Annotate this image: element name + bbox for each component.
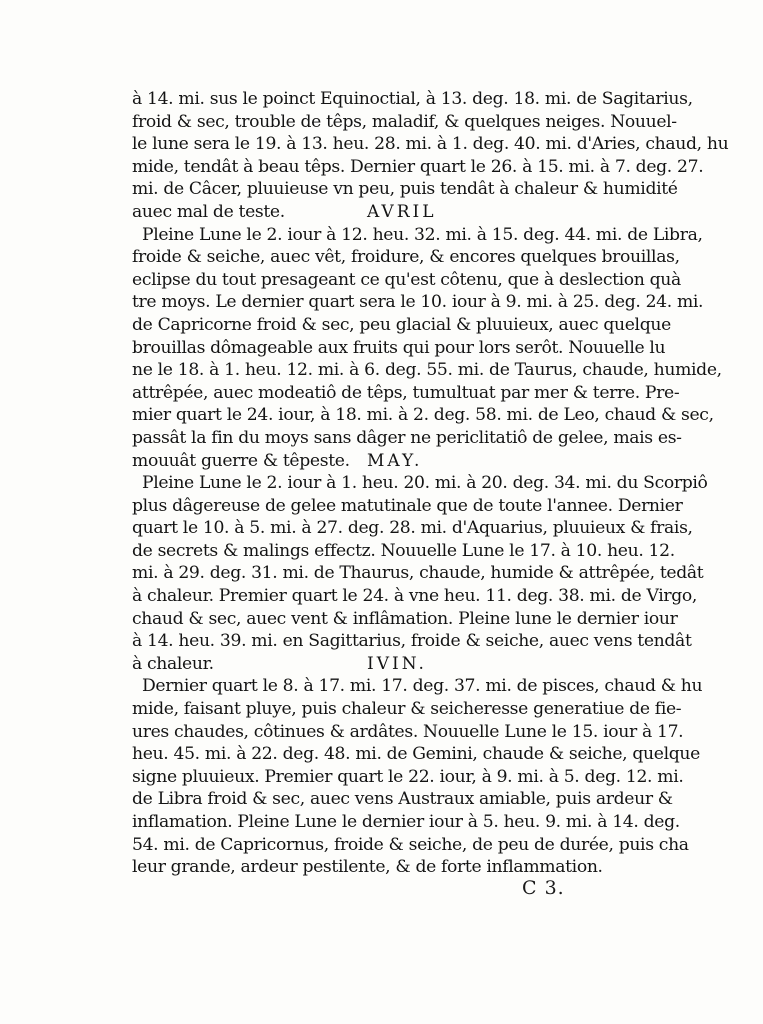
month-heading-iuin: IVIN.: [367, 653, 427, 674]
text-line: à 14. heu. 39. mi. en Sagittarius, froide & seiche, auec vens tendât: [132, 631, 692, 652]
text-line: inflamation. Pleine Lune le dernier iour à 5. heu. 9. mi. à 14. deg.: [132, 812, 680, 832]
text-line: chaud & sec, auec vent & inflâmation. Pleine lune le dernier iour: [132, 608, 678, 629]
month-heading-avril: AVRIL: [367, 201, 437, 222]
text-line: [132, 450, 652, 473]
text-line: de secrets & malings effectz. Nouuelle Lune le 17. à 10. heu. 12.: [132, 540, 675, 561]
text-line: tre moys. Le dernier quart sera le 10. iour à 9. mi. à 25. deg. 24. mi.: [132, 292, 704, 313]
text-line: plus dâgereuse de gelee matutinale que de toute l'annee. Dernier: [132, 495, 683, 516]
text-line: ures chaudes, côtinues & ardâtes. Nouuelle Lune le 15. iour à 17.: [132, 721, 684, 742]
text-line-content: auec mal de teste.: [132, 201, 285, 222]
text-line: Pleine Lune le 2. iour à 12. heu. 32. mi. à 15. deg. 44. mi. de Libra,: [142, 224, 703, 245]
text-line: heu. 45. mi. à 22. deg. 48. mi. de Gemini, chaude & seiche, quelque: [132, 744, 700, 765]
text-line: quart le 10. à 5. mi. à 27. deg. 28. mi. d'Aquarius, pluuieux & frais,: [132, 518, 693, 539]
text-line: attrêpée, auec modeatiô de têps, tumultuat par mer & terre. Pre-: [132, 382, 680, 403]
text-line-content: mouuât guerre & têpeste.: [132, 450, 350, 471]
text-line: à chaleur. Premier quart le 24. à vne heu. 11. deg. 38. mi. de Virgo,: [132, 586, 697, 607]
text-line: mier quart le 24. iour, à 18. mi. à 2. deg. 58. mi. de Leo, chaud & sec,: [132, 405, 714, 426]
text-line: à 14. mi. sus le poinct Equinoctial, à 13. deg. 18. mi. de Sagitarius,: [132, 89, 693, 109]
text-line: 54. mi. de Capricornus, froide & seiche, de peu de durée, puis cha: [132, 834, 689, 855]
almanac-text: [132, 88, 729, 879]
text-line: mi. de Câcer, pluuieuse vn peu, puis tendât à chaleur & humidité: [132, 179, 678, 200]
text-line: brouillas dômageable aux fruits qui pour lors serôt. Nouuelle lu: [132, 337, 666, 358]
text-line: Pleine Lune le 2. iour à 1. heu. 20. mi. à 20. deg. 34. mi. du Scorpiô: [142, 473, 708, 494]
text-line: [132, 653, 652, 676]
text-line: froid & sec, trouble de têps, maladif, & quelques neiges. Nouuel-: [132, 111, 677, 132]
text-line: passât la fin du moys sans dâger ne periclitatiô de gelee, mais es-: [132, 427, 682, 448]
text-line: mide, tendât à beau têps. Dernier quart le 26. à 15. mi. à 7. deg. 27.: [132, 156, 704, 177]
text-line: Dernier quart le 8. à 17. mi. 17. deg. 37. mi. de pisces, chaud & hu: [142, 676, 703, 697]
month-heading-may: MAY.: [367, 450, 423, 471]
signature-mark: C 3.: [522, 877, 565, 899]
text-line: ne le 18. à 1. heu. 12. mi. à 6. deg. 55. mi. de Taurus, chaude, humide,: [132, 360, 722, 381]
text-line: froide & seiche, auec vêt, froidure, & encores quelques brouillas,: [132, 247, 680, 268]
text-line: de Capricorne froid & sec, peu glacial & pluuieux, auec quelque: [132, 314, 671, 335]
text-line: de Libra froid & sec, auec vens Austraux amiable, puis ardeur &: [132, 789, 673, 810]
text-line-content: à chaleur.: [132, 653, 214, 674]
text-line: [132, 201, 652, 224]
text-line: le lune sera le 19. à 13. heu. 28. mi. à 1. deg. 40. mi. d'Aries, chaud, hu: [132, 134, 729, 155]
text-line: signe pluuieux. Premier quart le 22. iour, à 9. mi. à 5. deg. 12. mi.: [132, 766, 684, 787]
text-line: leur grande, ardeur pestilente, & de forte inflammation.: [132, 857, 603, 878]
text-line: eclipse du tout presageant ce qu'est côtenu, que à deslection quà: [132, 269, 681, 290]
text-line: mi. à 29. deg. 31. mi. de Thaurus, chaude, humide & attrêpée, tedât: [132, 563, 704, 584]
text-line: mide, faisant pluye, puis chaleur & seicheresse generatiue de fie-: [132, 699, 682, 720]
